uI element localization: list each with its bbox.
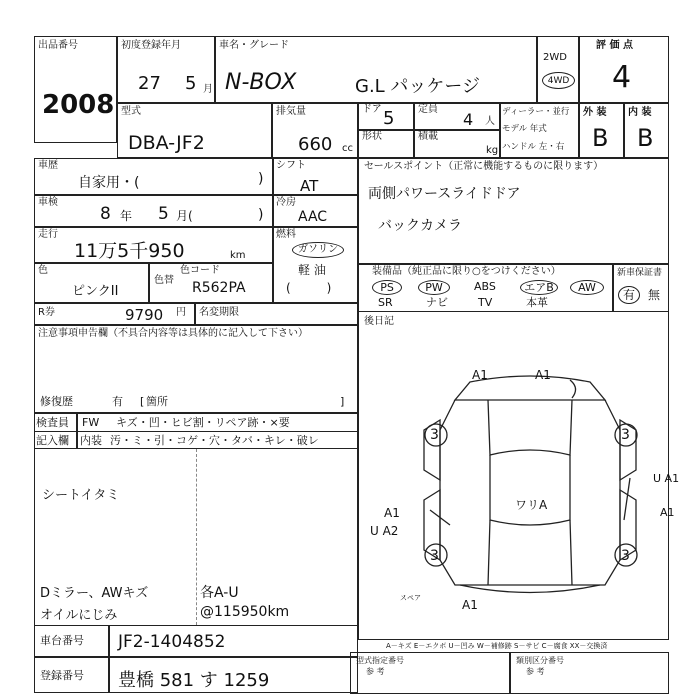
recycle-value: 9790	[125, 306, 164, 324]
load-unit: kg	[486, 145, 499, 156]
repair-value: 有	[112, 395, 123, 408]
interior-items: 汚・ミ・引・コゲ・穴・タバ・キレ・破レ	[110, 434, 319, 447]
recycle-label: R券	[38, 307, 55, 318]
car-name: N-BOX	[225, 70, 297, 95]
color-change-label: 色替	[154, 275, 174, 286]
mark-wheel-fl: 3	[430, 427, 439, 443]
door-label: ドア	[362, 104, 382, 115]
recycle-box	[34, 303, 358, 325]
legend: A－キズ E－エクボ U－凹み W－補修跡 S－サビ C－腐食 XX－交換済	[386, 642, 608, 650]
inspection-month: 5	[158, 204, 169, 224]
equip-tv: TV	[478, 296, 493, 309]
fuel-paren: ( )	[286, 281, 332, 295]
mark-rear: A1	[462, 598, 478, 612]
warranty-no: 無	[648, 288, 661, 302]
equip-aw: AW	[570, 280, 604, 295]
lot-label: 出品番号	[38, 40, 78, 51]
grade: G.L パッケージ	[355, 76, 481, 97]
displacement-label: 排気量	[276, 106, 306, 117]
mark-right-u: U A1	[653, 472, 680, 485]
mark-wheel-rr: 3	[621, 548, 630, 564]
mark-wheel-fr: 3	[621, 427, 630, 443]
repair-place: 箇所	[146, 395, 168, 408]
first-reg-year: 27	[138, 73, 161, 94]
sales-line1: 両側パワースライドドア	[368, 186, 521, 202]
first-reg-label: 初度登録年月	[121, 40, 181, 51]
exterior-value: B	[592, 124, 609, 152]
car-diagram	[400, 360, 660, 610]
sales-line2: バックカメラ	[378, 218, 462, 234]
oil-note: オイルにじみ	[40, 608, 118, 623]
equip-abs: ABS	[474, 280, 496, 293]
model-year-label: モデル 年式	[502, 124, 547, 134]
displacement-unit: cc	[342, 143, 353, 154]
chassis-label: 車台番号	[40, 634, 84, 647]
equip-airbag: エアB	[520, 280, 558, 295]
fuel-gasoline: ガソリン	[292, 242, 344, 258]
odometer-note: @115950km	[200, 604, 290, 620]
shape-label: 形状	[362, 131, 382, 142]
equip-leather: 本革	[526, 296, 548, 309]
equip-navi: ナビ	[426, 296, 448, 309]
mark-front-left: A1	[472, 368, 488, 382]
notes-label: 注意事項申告欄（不具合内容等は具体的に記入して下さい）	[38, 328, 308, 339]
reg-value: 豊橋 581 す 1259	[118, 670, 270, 691]
color-code-label: 色コード	[180, 265, 220, 276]
interior-label: 内 装	[628, 107, 652, 118]
score: 4	[612, 60, 632, 95]
drive-box	[537, 36, 579, 103]
displacement-value: 660	[298, 134, 333, 155]
chassis-value: JF2-1404852	[118, 632, 226, 652]
repair-bracket: [	[140, 395, 145, 408]
ac-label: 冷房	[276, 197, 296, 208]
mirror-note: Dミラー、AWキズ	[40, 586, 149, 601]
type-cert-ref: 参 考	[366, 667, 385, 676]
door-value: 5	[383, 108, 395, 129]
name-label: 車名・グレード	[219, 40, 289, 51]
fw-label: FW	[82, 416, 100, 429]
inspection-month-unit: 月(	[176, 209, 193, 223]
inspector-label: 検査員	[36, 416, 69, 429]
mark-left-a: A1	[384, 506, 400, 520]
capacity-unit: 人	[485, 116, 495, 127]
first-reg-month-unit: 月	[203, 84, 213, 95]
mileage-label: 走行	[38, 229, 58, 240]
equip-pw: PW	[418, 280, 450, 295]
fuel-diesel: 軽 油	[298, 263, 326, 277]
color-code-value: R562PA	[192, 280, 246, 296]
mark-right-a: A1	[660, 506, 675, 519]
name-change-label: 名変期限	[199, 307, 239, 318]
first-reg-month: 5	[185, 73, 197, 94]
equipment-label: 装備品（純正品に限り○をつけください）	[372, 266, 561, 277]
class-ref: 参 考	[526, 667, 545, 676]
interior-value: B	[637, 124, 654, 152]
ac-value: AAC	[298, 209, 328, 225]
reg-label: 登録番号	[40, 669, 84, 682]
exterior-label: 外 装	[583, 107, 607, 118]
score-label: 評 価 点	[596, 40, 633, 51]
shift-value: AT	[300, 177, 319, 195]
model-value: DBA-JF2	[128, 132, 205, 154]
inspection-label: 車検	[38, 197, 58, 208]
handle-label: ハンドル 左・右	[502, 142, 565, 152]
equip-ps: PS	[372, 280, 402, 295]
load-label: 積載	[418, 131, 438, 142]
inspection-paren: )	[258, 207, 264, 223]
sales-box	[358, 158, 669, 264]
lot-number: 2008	[42, 90, 115, 120]
color-label: 色	[38, 265, 48, 276]
history-paren: )	[258, 171, 264, 187]
seat-note: シートイタミ	[42, 488, 120, 503]
mileage-unit: km	[230, 250, 246, 261]
mark-left-u: U A2	[370, 524, 399, 538]
repair-label: 修復歴	[40, 395, 73, 408]
notes-divider	[196, 449, 197, 625]
mirror-result: 各A-U	[200, 585, 239, 601]
mileage-value: 11万5千950	[74, 240, 185, 262]
dealer-label: ディーラー・並行	[502, 107, 570, 117]
history-label: 車歴	[38, 160, 58, 171]
mark-wheel-rl: 3	[430, 548, 439, 564]
model-label: 型式	[121, 106, 141, 117]
equip-sr: SR	[378, 296, 393, 309]
inspection-year-unit: 年	[120, 209, 133, 223]
fuel-label: 燃料	[276, 229, 296, 240]
color-value: ピンクII	[72, 284, 119, 299]
inspection-year: 8	[100, 204, 111, 224]
interior-items-label: 内装	[80, 434, 102, 447]
warranty-label: 新車保証書	[617, 268, 663, 278]
sales-label: セールスポイント（正常に機能するものに限ります）	[364, 161, 604, 172]
spare-label: スペア	[400, 594, 421, 602]
drive-4wd: 4WD	[542, 72, 575, 89]
mark-windshield: ワリA	[515, 498, 548, 512]
warranty-yes: 有	[618, 286, 640, 304]
recycle-yen: 円	[176, 307, 186, 318]
entry-label: 記入欄	[36, 434, 69, 447]
mark-front-right: A1	[535, 368, 551, 382]
class-label: 類別区分番号	[516, 656, 564, 665]
type-cert-label: 型式指定番号	[356, 656, 404, 665]
after-label: 後日記	[364, 316, 394, 327]
drive-2wd: 2WD	[543, 52, 567, 63]
capacity-label: 定員	[418, 104, 438, 115]
capacity-value: 4	[463, 110, 474, 129]
fw-items: キズ・凹・ヒビ割・リペア跡・×要	[116, 416, 290, 429]
history-value: 自家用・(	[78, 175, 140, 191]
repair-bracket-close: ]	[340, 395, 345, 408]
shift-label: シフト	[276, 160, 306, 171]
